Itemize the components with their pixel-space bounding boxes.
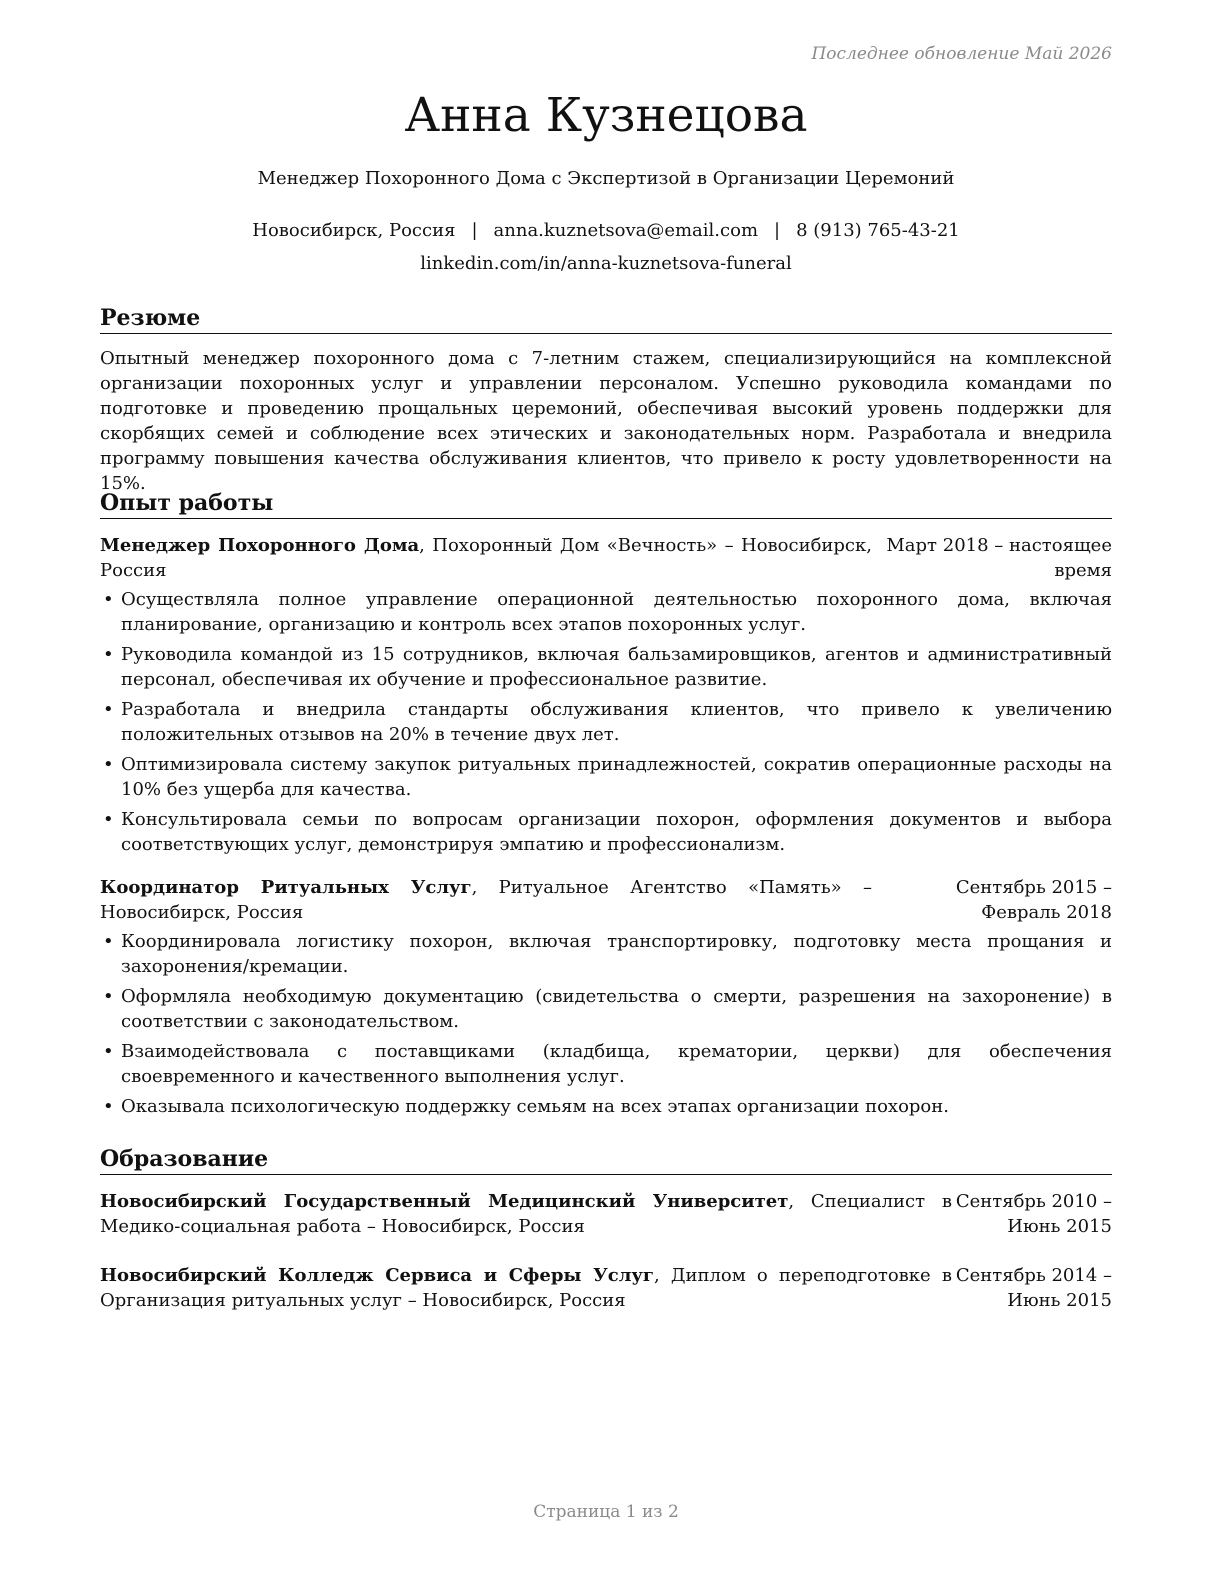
job-company: , Похоронный Дом «Вечность» – Новосибирск, Россия <box>100 535 872 581</box>
school-name: Новосибирский Государственный Медицинский Университет <box>100 1191 789 1212</box>
phone-text: 8 (913) 765-43-21 <box>796 220 960 241</box>
list-item: • Руководила командой из 15 сотрудников, включая бальзамировщиков, агентов и административный персонал, обеспечивая их обучение и профессиональное развитие. <box>103 644 1112 690</box>
school-name: Новосибирский Колледж Сервиса и Сферы Услуг <box>100 1265 654 1286</box>
list-item: • Оказывала психологическую поддержку семьям на всех этапах организации похорон. <box>103 1096 949 1117</box>
location-text: Новосибирск, Россия <box>252 220 456 241</box>
job-title-line <box>100 533 872 583</box>
job-title-line <box>100 875 872 925</box>
list-item: • Осуществляла полное управление операционной деятельностью похоронного дома, включая планирование, организацию и контроль всех этапов похоронных услуг. <box>103 589 1112 635</box>
contact-line <box>100 220 1112 241</box>
experience-section <box>100 490 1112 1124</box>
education-title-line <box>100 1263 952 1313</box>
contact-separator: | <box>774 220 781 241</box>
list-item: • Координировала логистику похорон, включая транспортировку, подготовку места прощания и захоронения/кремации. <box>103 931 1112 977</box>
section-title-experience: Опыт работы <box>100 490 1112 519</box>
candidate-name: Анна Кузнецова <box>404 88 808 143</box>
page-number: Страница 1 из 2 <box>533 1502 679 1522</box>
summary-text: Опытный менеджер похоронного дома с 7-летним стажем, специализирующийся на комплексной организации похоронных услуг и управлении персоналом. Успешно руководила командами по подготовке и проведению прощальных церемоний, обеспечивая высокий уровень поддержки для скорбящих семей и соблюдение всех этических и законодательных норм. Разработала и внедрила программу повышения качества обслуживания клиентов, что привело к росту удовлетворенности на 15%. <box>100 348 1112 494</box>
list-item: • Оптимизировала систему закупок ритуальных принадлежностей, сократив операционные расходы на 10% без ущерба для качества. <box>103 754 1112 800</box>
list-item: • Взаимодействовала с поставщиками (кладбища, крематории, церкви) для обеспечения своевременного и качественного выполнения услуг. <box>103 1041 1112 1087</box>
resume-page <box>100 0 1112 1584</box>
linkedin-link[interactable]: linkedin.com/in/anna-kuznetsova-funeral <box>420 253 792 274</box>
job-entry <box>100 875 1112 1119</box>
section-title-summary: Резюме <box>100 305 1112 334</box>
contact-separator: | <box>471 220 478 241</box>
job-bullets <box>100 929 1112 1119</box>
education-entry <box>100 1189 1112 1239</box>
job-entry <box>100 533 1112 857</box>
education-title-line <box>100 1189 952 1239</box>
education-entry <box>100 1263 1112 1313</box>
education-section <box>100 1146 1112 1313</box>
list-item: • Оформляла необходимую документацию (свидетельства о смерти, разрешения на захоронение) в соответствии с законодательством. <box>103 986 1112 1032</box>
education-dates: Сентябрь 2010 – Июнь 2015 <box>955 1191 1112 1237</box>
education-header <box>100 1189 1112 1239</box>
job-role: Менеджер Похоронного Дома <box>100 535 420 556</box>
candidate-headline: Менеджер Похоронного Дома с Экспертизой в Организации Церемоний <box>257 168 955 189</box>
education-dates: Сентябрь 2014 – Июнь 2015 <box>955 1265 1112 1311</box>
job-company: , Ритуальное Агентство «Память» – Новосибирск, Россия <box>100 877 872 923</box>
email-link[interactable]: anna.kuznetsova@email.com <box>493 220 759 241</box>
job-dates: Март 2018 – настоящее время <box>886 535 1112 581</box>
job-dates: Сентябрь 2015 – Февраль 2018 <box>955 877 1112 923</box>
education-header <box>100 1263 1112 1313</box>
list-item: • Разработала и внедрила стандарты обслуживания клиентов, что привело к увеличению положительных отзывов на 20% в течение двух лет. <box>103 699 1112 745</box>
degree-details: , Диплом о переподготовке в Организация ритуальных услуг – Новосибирск, Россия <box>100 1265 952 1311</box>
job-header <box>100 875 1112 925</box>
degree-details: , Специалист в Медико-социальная работа – Новосибирск, Россия <box>100 1191 953 1237</box>
summary-section <box>100 305 1112 496</box>
job-header <box>100 533 1112 583</box>
job-role: Координатор Ритуальных Услуг <box>100 877 472 898</box>
job-bullets <box>100 587 1112 857</box>
last-updated-note: Последнее обновление Май 2026 <box>811 44 1112 64</box>
section-title-education: Образование <box>100 1146 1112 1175</box>
list-item: • Консультировала семьи по вопросам организации похорон, оформления документов и выбора соответствующих услуг, демонстрируя эмпатию и профессионализм. <box>103 809 1112 855</box>
